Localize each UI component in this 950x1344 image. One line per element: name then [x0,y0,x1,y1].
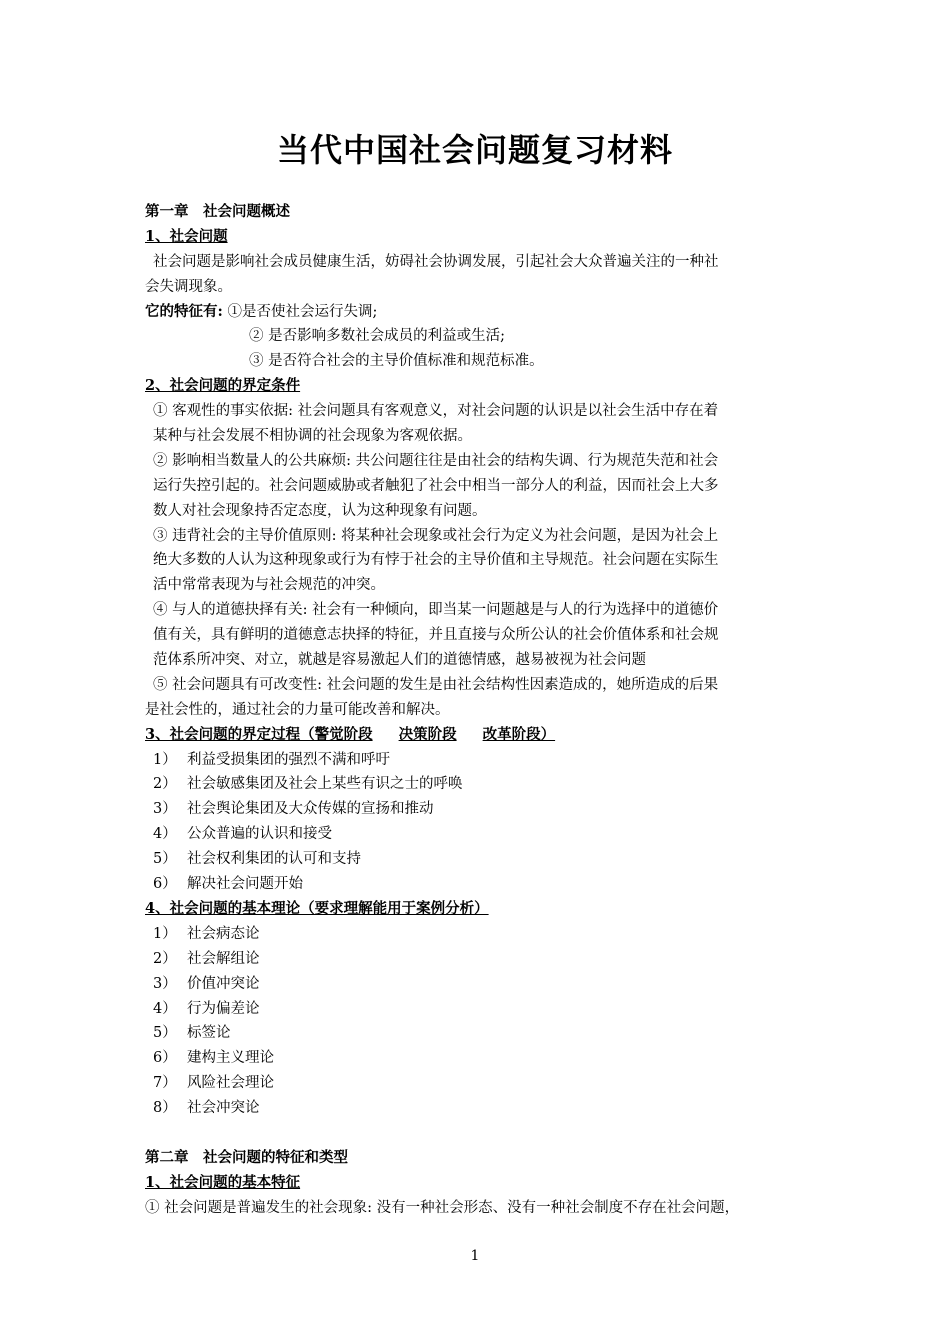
list-item-number: 2） [153,950,177,967]
section-1-1-heading-text: 1、社会问题 [145,227,228,245]
chapter-1-heading: 第一章 社会问题概述 [145,203,290,220]
page-number: 1 [470,1248,480,1264]
list-item [145,1046,813,1071]
list-item-text: 社会舆论集团及大众传媒的宣扬和推动 [187,801,434,818]
list-item-text: 社会冲突论 [187,1100,260,1117]
section-1-4-heading-text: 4、社会问题的基本理论（要求理解能用于案例分析） [145,899,489,917]
features-line [145,300,813,325]
paragraph-line: ④ 与人的道德抉择有关: 社会有一种倾向，即当某一问题越是与人的行为选择中的道德价 [153,602,719,619]
chapter-2-heading: 第二章 社会问题的特征和类型 [145,1148,348,1166]
list-item-number: 5） [153,851,177,868]
list-item-number: 1） [153,751,177,768]
list-item-text: 行为偏差论 [187,1000,260,1017]
section-2-1-heading [145,1171,813,1196]
list-item [145,872,813,897]
stage-2-label: 决策阶段 [398,725,457,743]
paragraph-line: 范体系所冲突、对立，就越是容易激起人们的道德情感，越易被视为社会问题 [153,652,646,669]
definition-line: 会失调现象。 [145,278,232,295]
section-1-1-heading [145,225,813,250]
list-item-number: 5） [153,1025,177,1042]
list-item-number: 1） [153,925,177,942]
paragraph-line: ⑤ 社会问题具有可改变性: 社会问题的发生是由社会结构性因素造成的，她所造成的后果 [153,676,719,693]
list-item-number: 4） [153,826,177,843]
list-item-number: 2） [153,776,177,793]
list-item-text: 解决社会问题开始 [187,876,303,893]
list-item-number: 6） [153,876,177,893]
list-item-number: 3） [153,801,177,818]
list-item-number: 6） [153,1050,177,1067]
features-label: 它的特征有: [145,302,223,320]
list-item [145,772,813,797]
list-item-text: 社会病态论 [187,925,260,942]
paragraph-line: 是社会性的，通过社会的力量可能改善和解决。 [145,701,450,718]
list-item [145,822,813,847]
list-item-number: 8） [153,1100,177,1117]
paragraph-line: 活中常常表现为与社会规范的冲突。 [153,577,385,594]
list-item-text: 标签论 [187,1025,231,1042]
paragraph-line: ① 客观性的事实依据: 社会问题具有客观意义，对社会问题的认识是以社会生活中存在着 [153,403,719,420]
list-item [145,748,813,773]
list-item [145,847,813,872]
paragraph-line: 绝大多数的人认为这种现象或行为有悖于社会的主导价值和主导规范。社会问题在实际生 [153,552,719,569]
list-item-text: 建构主义理论 [187,1050,274,1067]
paragraph-line: 数人对社会现象持否定态度，认为这种现象有问题。 [153,502,487,519]
stage-1-label: 3、社会问题的界定过程（警觉阶段 [145,725,373,743]
feature-item: ② 是否影响多数社会成员的利益或生活; [249,328,505,345]
paragraph-line: ③ 违背社会的主导价值原则: 将某种社会现象或社会行为定义为社会问题，是因为社会上 [153,527,719,544]
list-item [145,797,813,822]
feature-item: ③ 是否符合社会的主导价值标准和规范标准。 [249,353,544,370]
list-item-text: 社会敏感集团及社会上某些有识之士的呼唤 [187,776,463,793]
list-item-text: 社会权利集团的认可和支持 [187,851,361,868]
list-item-number: 3） [153,975,177,992]
paragraph-line: ② 影响相当数量人的公共麻烦: 共公问题往往是由社会的结构失调、行为规范失范和社会 [153,452,719,469]
list-item-text: 利益受损集团的强烈不满和呼吁 [187,751,390,768]
paragraph-line: 运行失控引起的。社会问题威胁或者触犯了社会中相当一部分人的利益，因而社会上大多 [153,477,719,494]
list-item [145,1021,813,1046]
blank-line [145,1121,813,1146]
list-item [145,1096,813,1121]
section-1-2-heading [145,374,813,399]
section-1-4-heading [145,897,813,922]
list-item-number: 4） [153,1000,177,1017]
paragraph-line: ① 社会问题是普遍发生的社会现象: 没有一种社会形态、没有一种社会制度不存在社会问题， [145,1199,740,1216]
document-title: 当代中国社会问题复习材料 [276,131,673,169]
list-item [145,947,813,972]
stage-3-label: 改革阶段） [482,725,556,743]
list-item [145,997,813,1022]
section-2-1-heading-text: 1、社会问题的基本特征 [145,1173,301,1191]
paragraph-line: 值有关，具有鲜明的道德意志抉择的特征，并且直接与众所公认的社会价值体系和社会规 [153,627,719,644]
list-item [145,1071,813,1096]
list-item-text: 价值冲突论 [187,975,260,992]
list-item [145,922,813,947]
section-1-3-heading [145,723,813,748]
list-item-text: 社会解组论 [187,950,260,967]
document-body [145,200,813,1221]
paragraph-line: 某种与社会发展不相协调的社会现象为客观依据。 [153,428,472,445]
section-1-3-heading-text [145,726,581,743]
list-item-text: 公众普遍的认识和接受 [187,826,332,843]
definition-line: 社会问题是影响社会成员健康生活，妨碍社会协调发展，引起社会大众普遍关注的一种社 [153,253,719,270]
list-item-text: 风险社会理论 [187,1075,274,1092]
list-item [145,972,813,997]
section-1-2-heading-text: 2、社会问题的界定条件 [145,377,301,395]
list-item-number: 7） [153,1075,177,1092]
feature-item: ①是否使社会运行失调; [227,303,378,320]
